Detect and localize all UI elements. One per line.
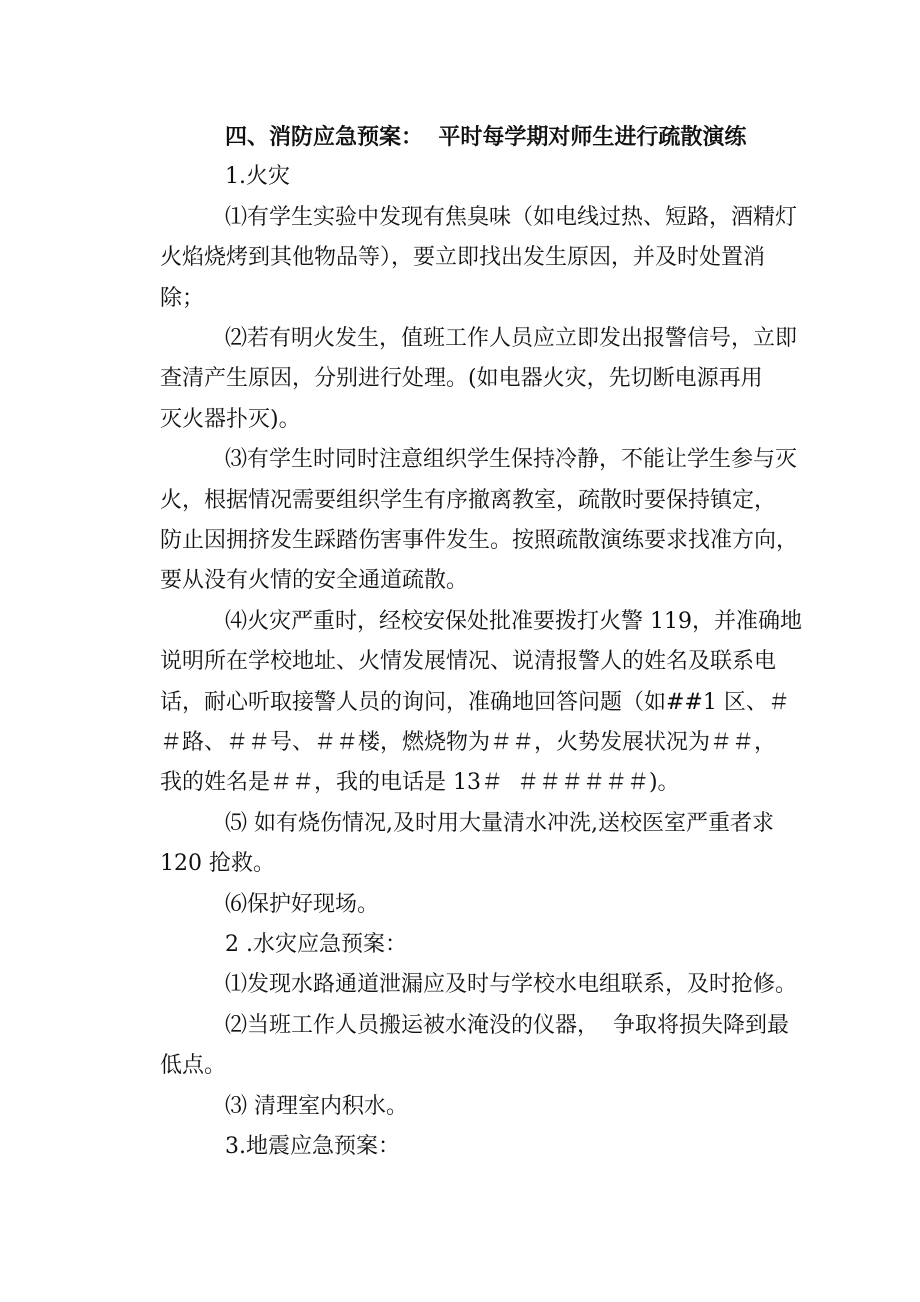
paragraph-line: ＃路、＃＃号、＃＃楼，燃烧物为＃＃，火势发展状况为＃＃， <box>160 730 777 755</box>
paragraph-line: 低点。 <box>160 1053 227 1078</box>
paragraph-line: 防止因拥挤发生踩踏伤害事件发生。按照疏散演练要求找准方向， <box>160 528 799 553</box>
paragraph-line: 话，耐心听取接警人员的询问，准确地回答问题（如##1 区、＃ <box>160 690 790 715</box>
subsection-title-fire: 1.火灾 <box>225 164 290 189</box>
paragraph-line: 查清产生原因，分别进行处理。(如电器火灾，先切断电源再用 <box>160 366 763 391</box>
paragraph-line: ⑵当班工作人员搬运被水淹没的仪器， 争取将损失降到最 <box>225 1013 789 1038</box>
paragraph-line: 火，根据情况需要组织学生有序撤离教室，疏散时要保持镇定， <box>160 488 777 513</box>
section-heading: 四、消防应急预案： 平时每学期对师生进行疏散演练 <box>225 124 747 150</box>
paragraph-line: 要从没有火情的安全通道疏散。 <box>160 568 469 593</box>
paragraph-line: 除； <box>160 286 205 311</box>
paragraph-line: ⑷火灾严重时，经校安保处批准要拨打火警 119，并准确地 <box>225 609 802 634</box>
subsection-title-flood: 2 .水灾应急预案： <box>225 932 407 957</box>
paragraph-line: ⑸ 如有烧伤情况,及时用大量清水冲洗,送校医室严重者求 <box>225 811 774 836</box>
paragraph-line: 120 抢救。 <box>160 851 275 876</box>
paragraph-line: 我的姓名是＃＃，我的电话是 13＃ ＃＃＃＃＃＃)。 <box>160 770 680 795</box>
subsection-title-earthquake: 3.地震应急预案： <box>225 1134 400 1159</box>
paragraph-line: 灭火器扑灭)。 <box>160 407 301 432</box>
paragraph-line: ⑴发现水路通道泄漏应及时与学校水电组联系，及时抢修。 <box>225 972 798 997</box>
paragraph-line: ⑶有学生时同时注意组织学生保持冷静，不能让学生参与灭 <box>225 447 798 472</box>
paragraph-line: ⑵若有明火发生，值班工作人员应立即发出报警信号，立即 <box>225 326 798 351</box>
paragraph-line: 说明所在学校地址、火情发展情况、说清报警人的姓名及联系电 <box>160 649 777 674</box>
paragraph-line: 火焰烧烤到其他物品等），要立即找出发生原因，并及时处置消 <box>160 245 766 270</box>
paragraph-line: ⑹保护好现场。 <box>225 892 380 917</box>
paragraph-line: ⑶ 清理室内积水。 <box>225 1094 408 1119</box>
paragraph-line: ⑴有学生实验中发现有焦臭味（如电线过热、短路，酒精灯 <box>225 205 798 230</box>
